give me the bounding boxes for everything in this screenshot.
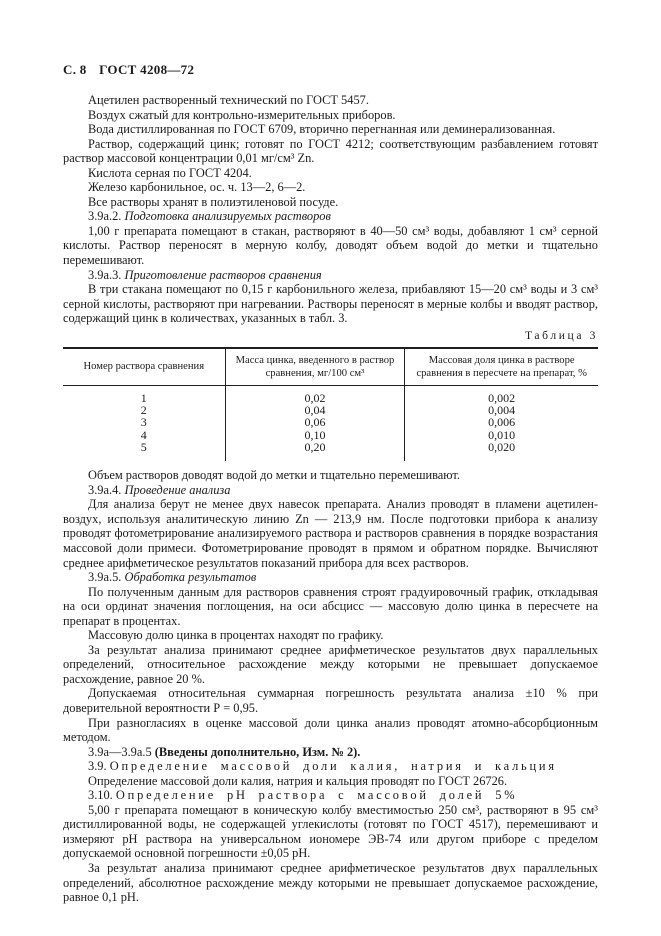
- section-heading-3-10: [63, 788, 598, 803]
- table-header-cell: Массовая доля цинка в растворе сравнения в пересчете на препарат, %: [405, 348, 598, 386]
- paragraph: Для анализа берут не менее двух навесок препарата. Анализ проводят в пламени ацетилен-воздух, используя аналитическую линию Zn — 213,9 нм. После подготовки прибора к анализу проводят фотометрирование анализируемого раствора и растворов сравнения в порядке возрастания массовой доли примеси. Фотометрирование проводят в прямом и обратном порядке. Вычисляют среднее арифметическое результатов показаний прибора для всех растворов.: [63, 497, 598, 570]
- table-cell: 0,02: [225, 385, 405, 404]
- amendment-note: [63, 745, 598, 760]
- paragraph: Массовую долю цинка в процентах находят по графику.: [88, 628, 384, 643]
- section-number: 3.9а.5.: [88, 570, 122, 585]
- section-title: Определение pH раствора с массовой долей 5%: [115, 788, 518, 803]
- section-number: 3.9.: [88, 759, 107, 774]
- table-cell: 0,010: [488, 427, 516, 442]
- section-number: 3.9а.2.: [88, 209, 122, 224]
- table-caption: [63, 329, 598, 343]
- paragraph-reagent: Воздух сжатый для контрольно-измерительных приборов.: [88, 107, 396, 122]
- table-header-row: [63, 348, 598, 386]
- table-body: [63, 385, 598, 461]
- table-row: [63, 385, 598, 404]
- table-cell: 3: [140, 415, 147, 430]
- table-row: [63, 441, 598, 461]
- table-cell: 1: [140, 390, 147, 405]
- section-heading-3-9a-3: [63, 268, 598, 283]
- table-cell: 0,002: [488, 390, 516, 405]
- table-cell: 0,10: [225, 429, 405, 441]
- section-title: Обработка результатов: [124, 570, 257, 585]
- table-caption-text: Таблица 3: [525, 328, 598, 342]
- section-number: 3.10.: [88, 788, 113, 803]
- section-heading-3-9a-2: [63, 209, 598, 224]
- paragraph: В три стакана помещают по 0,15 г карбонильного железа, прибавляют 15—20 см³ воды и 3 см³ серной кислоты, растворяют при нагревании. Растворы переносят в мерные колбы и вводят раствор, содержащий цинк в количествах, указанных в табл. 3.: [63, 282, 598, 326]
- amendment-range: 3.9а—3.9а.5: [88, 744, 152, 759]
- section-number: 3.9а.4.: [88, 482, 122, 497]
- section-title: Приготовление растворов сравнения: [124, 267, 322, 282]
- paragraph-reagent: Раствор, содержащий цинк; готовят по ГОСТ 4212; соответствующим разбавлением готовят раствор массовой концентрации 0,01 мг/см³ Zn.: [63, 136, 598, 166]
- doc-number: ГОСТ 4208—72: [99, 62, 195, 77]
- paragraph: Объем растворов доводят водой до метки и тщательно перемешивают.: [88, 468, 460, 483]
- section-number: 3.9а.3.: [88, 267, 122, 282]
- table-header-cell: Номер раствора сравнения: [63, 348, 225, 386]
- paragraph: Допускаемая относительная суммарная погрешность результата анализа ±10 % при доверительной вероятности Р = 0,95.: [63, 686, 598, 715]
- section-title: Определение массовой доли калия, натрия и кальция: [109, 759, 557, 774]
- paragraph: За результат анализа принимают среднее арифметическое результатов двух параллельных определений, абсолютное расхождение между которыми не превышает допускаемое расхождение, равное 0,1 pH.: [63, 861, 598, 905]
- table-head: [63, 348, 598, 386]
- table-cell: 5: [140, 439, 147, 454]
- table-row: [63, 416, 598, 428]
- paragraph: По полученным данным для растворов сравнения строят градуировочный график, откладывая на оси ординат значения поглощения, на оси абсцисс — массовую долю цинка в пересчете на препарат в процентах.: [63, 584, 598, 628]
- table-cell: 0,004: [488, 403, 516, 418]
- table-cell: 0,020: [488, 439, 516, 454]
- page-number: С. 8: [63, 62, 87, 77]
- table-header-cell: Масса цинка, введенного в раствор сравнения, мг/100 см³: [225, 348, 405, 386]
- paragraph-reagent: Ацетилен растворенный технический по ГОСТ 5457.: [88, 93, 369, 107]
- table-cell: 4: [140, 427, 147, 442]
- section-heading-3-9a-5: [63, 570, 598, 585]
- paragraph: За результат анализа принимают среднее арифметическое результатов двух параллельных определений, относительное расхождение между которыми не превышает допускаемое расхождение, равное 20 %.: [63, 642, 598, 686]
- comparison-solutions-table: [63, 347, 598, 461]
- paragraph-reagent: Кислота серная по ГОСТ 4204.: [88, 165, 252, 180]
- section-title: Подготовка анализируемых растворов: [124, 209, 331, 224]
- paragraph: При разногласиях в оценке массовой доли цинка анализ проводят атомно-абсорбционным методом.: [63, 715, 598, 745]
- section-heading-3-9a-4: [63, 483, 598, 498]
- paragraph: 1,00 г препарата помещают в стакан, растворяют в 40—50 см³ воды, добавляют 1 см³ серной кислоты. Раствор переносят в мерную колбу, доводят объем водой до метки и тщательно перемешивают.: [63, 223, 598, 268]
- table-cell: 2: [140, 403, 147, 418]
- table-cell: 0,006: [488, 415, 516, 430]
- document-body: [63, 93, 598, 905]
- table-cell: 0,04: [225, 404, 405, 416]
- page-header: [63, 62, 598, 77]
- table-cell: 0,06: [225, 416, 405, 428]
- paragraph-reagent: Все растворы хранят в полиэтиленовой посуде.: [88, 194, 339, 209]
- paragraph: Определение массовой доли калия, натрия и кальция проводят по ГОСТ 26726.: [88, 773, 508, 788]
- section-heading-3-9: [63, 759, 598, 774]
- paragraph-reagent: Железо карбонильное, ос. ч. 13—2, 6—2.: [88, 180, 306, 195]
- paragraph: 5,00 г препарата помещают в коническую колбу вместимостью 250 см³, растворяют в 95 см³ дистиллированной воды, не содержащей углекислоты (готовят по ГОСТ 4517), перемешивают и измеряют pH раствора на универсальном иономере ЭВ-74 или другом приборе с пределом допускаемой основной погрешности ±0,05 pH.: [63, 802, 598, 861]
- amendment-text: (Введены дополнительно, Изм. № 2).: [154, 744, 361, 759]
- table-cell: 0,20: [225, 441, 405, 461]
- paragraph-reagent: Вода дистиллированная по ГОСТ 6709, вторично перегнанная или деминерализованная.: [88, 122, 556, 137]
- section-title: Проведение анализа: [124, 482, 231, 497]
